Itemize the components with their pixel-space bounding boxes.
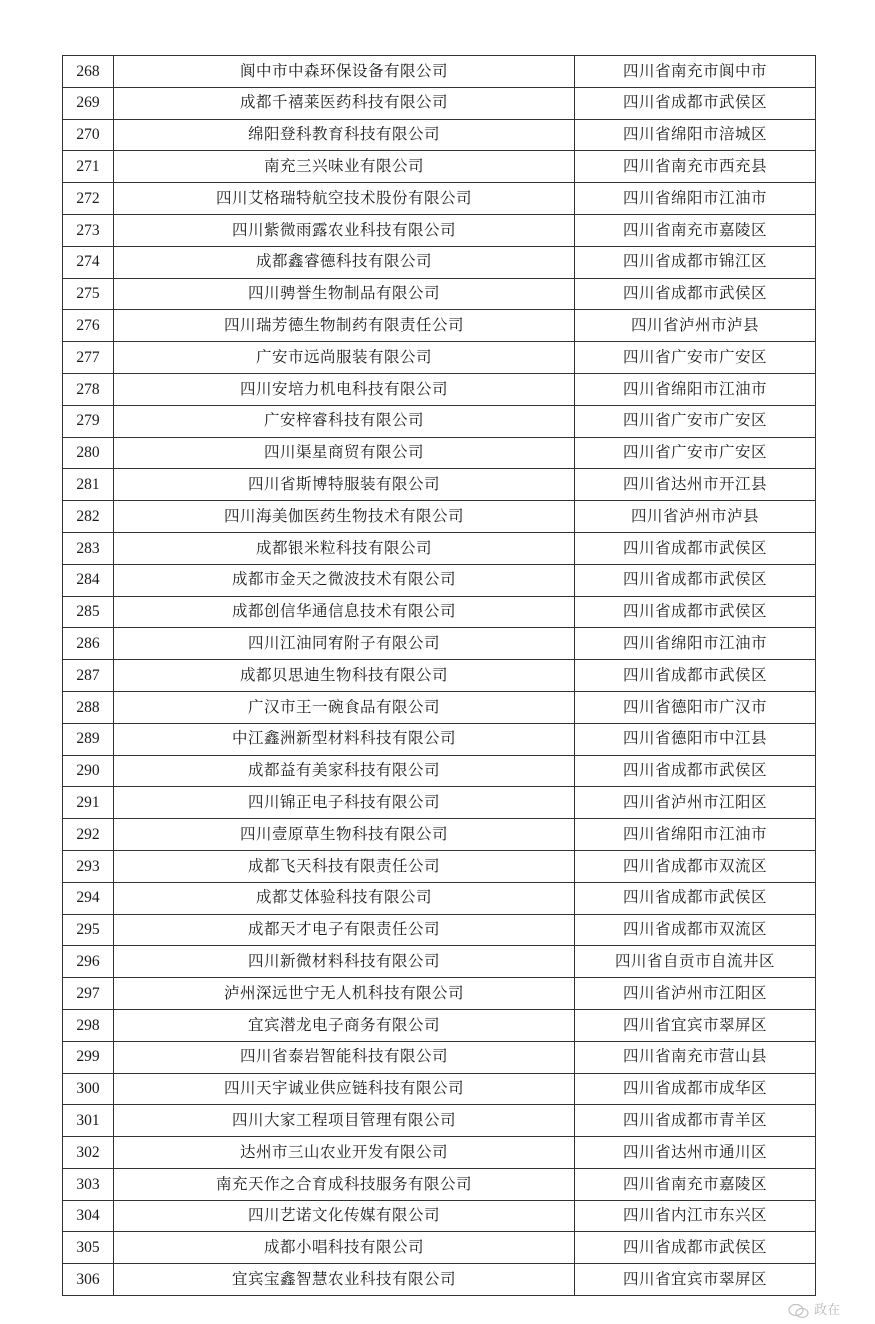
table-row bbox=[63, 342, 816, 374]
table-row bbox=[63, 1232, 816, 1264]
row-number: 306 bbox=[63, 1264, 114, 1296]
company-name: 成都银米粒科技有限公司 bbox=[114, 532, 575, 564]
company-region: 四川省广安市广安区 bbox=[575, 437, 816, 469]
company-region: 四川省泸州市泸县 bbox=[575, 310, 816, 342]
company-name: 达州市三山农业开发有限公司 bbox=[114, 1137, 575, 1169]
company-region: 四川省成都市武侯区 bbox=[575, 596, 816, 628]
row-number: 272 bbox=[63, 183, 114, 215]
table-row bbox=[63, 755, 816, 787]
row-number: 287 bbox=[63, 660, 114, 692]
company-name: 成都市金天之微波技术有限公司 bbox=[114, 564, 575, 596]
table-row bbox=[63, 691, 816, 723]
table-row bbox=[63, 882, 816, 914]
company-name: 南充三兴味业有限公司 bbox=[114, 151, 575, 183]
row-number: 300 bbox=[63, 1073, 114, 1105]
company-name: 泸州深远世宁无人机科技有限公司 bbox=[114, 978, 575, 1010]
company-region: 四川省泸州市泸县 bbox=[575, 501, 816, 533]
table-row bbox=[63, 151, 816, 183]
row-number: 279 bbox=[63, 405, 114, 437]
company-region: 四川省成都市武侯区 bbox=[575, 278, 816, 310]
company-region: 四川省南充市营山县 bbox=[575, 1041, 816, 1073]
table-row bbox=[63, 787, 816, 819]
table-row bbox=[63, 596, 816, 628]
company-name: 成都飞天科技有限责任公司 bbox=[114, 850, 575, 882]
table-row bbox=[63, 373, 816, 405]
row-number: 302 bbox=[63, 1137, 114, 1169]
company-region: 四川省南充市西充县 bbox=[575, 151, 816, 183]
company-name: 成都艾体验科技有限公司 bbox=[114, 882, 575, 914]
company-region: 四川省泸州市江阳区 bbox=[575, 978, 816, 1010]
row-number: 293 bbox=[63, 850, 114, 882]
company-region: 四川省成都市武侯区 bbox=[575, 87, 816, 119]
row-number: 284 bbox=[63, 564, 114, 596]
company-region: 四川省德阳市广汉市 bbox=[575, 691, 816, 723]
table-row bbox=[63, 532, 816, 564]
company-name: 四川瑞芳德生物制药有限责任公司 bbox=[114, 310, 575, 342]
company-region: 四川省宜宾市翠屏区 bbox=[575, 1009, 816, 1041]
company-name: 广安市远尚服装有限公司 bbox=[114, 342, 575, 374]
table-row bbox=[63, 978, 816, 1010]
company-name: 绵阳登科教育科技有限公司 bbox=[114, 119, 575, 151]
table-row bbox=[63, 183, 816, 215]
company-region: 四川省成都市双流区 bbox=[575, 850, 816, 882]
company-name: 四川艺诺文化传媒有限公司 bbox=[114, 1200, 575, 1232]
company-name: 成都鑫睿德科技有限公司 bbox=[114, 246, 575, 278]
company-name: 广汉市王一碗食品有限公司 bbox=[114, 691, 575, 723]
row-number: 278 bbox=[63, 373, 114, 405]
row-number: 280 bbox=[63, 437, 114, 469]
table-row bbox=[63, 850, 816, 882]
table-row bbox=[63, 946, 816, 978]
table-row bbox=[63, 628, 816, 660]
company-name: 成都小唱科技有限公司 bbox=[114, 1232, 575, 1264]
table-row bbox=[63, 564, 816, 596]
company-name: 四川艾格瑞特航空技术股份有限公司 bbox=[114, 183, 575, 215]
company-name: 南充天作之合育成科技服务有限公司 bbox=[114, 1168, 575, 1200]
table-row bbox=[63, 1105, 816, 1137]
company-name: 四川紫微雨露农业科技有限公司 bbox=[114, 214, 575, 246]
company-region: 四川省绵阳市江油市 bbox=[575, 183, 816, 215]
company-region: 四川省泸州市江阳区 bbox=[575, 787, 816, 819]
company-region: 四川省成都市青羊区 bbox=[575, 1105, 816, 1137]
row-number: 268 bbox=[63, 56, 114, 88]
company-region: 四川省南充市阆中市 bbox=[575, 56, 816, 88]
table-row bbox=[63, 819, 816, 851]
row-number: 274 bbox=[63, 246, 114, 278]
company-name: 成都创信华通信息技术有限公司 bbox=[114, 596, 575, 628]
row-number: 269 bbox=[63, 87, 114, 119]
company-name: 中江鑫洲新型材料科技有限公司 bbox=[114, 723, 575, 755]
company-region: 四川省达州市开江县 bbox=[575, 469, 816, 501]
table-row bbox=[63, 1200, 816, 1232]
company-region: 四川省成都市武侯区 bbox=[575, 660, 816, 692]
company-region: 四川省绵阳市江油市 bbox=[575, 628, 816, 660]
company-region: 四川省内江市东兴区 bbox=[575, 1200, 816, 1232]
table-row bbox=[63, 1009, 816, 1041]
row-number: 291 bbox=[63, 787, 114, 819]
company-name: 四川锦正电子科技有限公司 bbox=[114, 787, 575, 819]
company-region: 四川省达州市通川区 bbox=[575, 1137, 816, 1169]
row-number: 276 bbox=[63, 310, 114, 342]
company-region: 四川省成都市武侯区 bbox=[575, 564, 816, 596]
row-number: 286 bbox=[63, 628, 114, 660]
row-number: 289 bbox=[63, 723, 114, 755]
table-row bbox=[63, 119, 816, 151]
row-number: 296 bbox=[63, 946, 114, 978]
table-row bbox=[63, 914, 816, 946]
table-row bbox=[63, 723, 816, 755]
company-region: 四川省南充市嘉陵区 bbox=[575, 1168, 816, 1200]
row-number: 270 bbox=[63, 119, 114, 151]
row-number: 277 bbox=[63, 342, 114, 374]
company-region: 四川省绵阳市涪城区 bbox=[575, 119, 816, 151]
row-number: 282 bbox=[63, 501, 114, 533]
company-name: 四川安培力机电科技有限公司 bbox=[114, 373, 575, 405]
row-number: 298 bbox=[63, 1009, 114, 1041]
row-number: 275 bbox=[63, 278, 114, 310]
company-region: 四川省成都市锦江区 bbox=[575, 246, 816, 278]
row-number: 288 bbox=[63, 691, 114, 723]
company-region: 四川省绵阳市江油市 bbox=[575, 373, 816, 405]
table-row bbox=[63, 660, 816, 692]
table-row bbox=[63, 437, 816, 469]
row-number: 283 bbox=[63, 532, 114, 564]
table-row bbox=[63, 1264, 816, 1296]
company-name: 成都千禧莱医药科技有限公司 bbox=[114, 87, 575, 119]
row-number: 281 bbox=[63, 469, 114, 501]
company-name: 宜宾潜龙电子商务有限公司 bbox=[114, 1009, 575, 1041]
company-region: 四川省自贡市自流井区 bbox=[575, 946, 816, 978]
company-region: 四川省广安市广安区 bbox=[575, 342, 816, 374]
company-name: 广安梓睿科技有限公司 bbox=[114, 405, 575, 437]
company-name: 成都贝思迪生物科技有限公司 bbox=[114, 660, 575, 692]
table-row bbox=[63, 1168, 816, 1200]
row-number: 285 bbox=[63, 596, 114, 628]
watermark-text: 政在 bbox=[814, 1303, 841, 1318]
row-number: 301 bbox=[63, 1105, 114, 1137]
row-number: 295 bbox=[63, 914, 114, 946]
company-region: 四川省成都市武侯区 bbox=[575, 755, 816, 787]
row-number: 292 bbox=[63, 819, 114, 851]
table-body bbox=[63, 56, 816, 1296]
row-number: 290 bbox=[63, 755, 114, 787]
company-name: 四川壹原草生物科技有限公司 bbox=[114, 819, 575, 851]
company-name: 阆中市中森环保设备有限公司 bbox=[114, 56, 575, 88]
table-row bbox=[63, 1073, 816, 1105]
row-number: 299 bbox=[63, 1041, 114, 1073]
table-row bbox=[63, 1137, 816, 1169]
table-row bbox=[63, 87, 816, 119]
company-region: 四川省成都市武侯区 bbox=[575, 1232, 816, 1264]
row-number: 297 bbox=[63, 978, 114, 1010]
company-region: 四川省绵阳市江油市 bbox=[575, 819, 816, 851]
company-region: 四川省成都市武侯区 bbox=[575, 882, 816, 914]
company-region: 四川省南充市嘉陵区 bbox=[575, 214, 816, 246]
company-region: 四川省德阳市中江县 bbox=[575, 723, 816, 755]
table-row bbox=[63, 501, 816, 533]
table-row bbox=[63, 56, 816, 88]
company-region: 四川省成都市武侯区 bbox=[575, 532, 816, 564]
table-row bbox=[63, 278, 816, 310]
company-region: 四川省广安市广安区 bbox=[575, 405, 816, 437]
table-row bbox=[63, 405, 816, 437]
company-name: 四川渠星商贸有限公司 bbox=[114, 437, 575, 469]
company-region: 四川省成都市成华区 bbox=[575, 1073, 816, 1105]
company-name: 四川江油同宥附子有限公司 bbox=[114, 628, 575, 660]
company-name: 四川骋誉生物制品有限公司 bbox=[114, 278, 575, 310]
row-number: 294 bbox=[63, 882, 114, 914]
company-name: 宜宾宝鑫智慧农业科技有限公司 bbox=[114, 1264, 575, 1296]
company-region: 四川省宜宾市翠屏区 bbox=[575, 1264, 816, 1296]
company-name: 四川海美伽医药生物技术有限公司 bbox=[114, 501, 575, 533]
table-row bbox=[63, 469, 816, 501]
wechat-logo-icon bbox=[788, 1302, 810, 1320]
company-name: 四川省泰岩智能科技有限公司 bbox=[114, 1041, 575, 1073]
table-row bbox=[63, 214, 816, 246]
table-row bbox=[63, 246, 816, 278]
row-number: 304 bbox=[63, 1200, 114, 1232]
row-number: 271 bbox=[63, 151, 114, 183]
company-name: 成都天才电子有限责任公司 bbox=[114, 914, 575, 946]
row-number: 273 bbox=[63, 214, 114, 246]
company-name: 成都益有美家科技有限公司 bbox=[114, 755, 575, 787]
table-row bbox=[63, 1041, 816, 1073]
company-name: 四川省斯博特服装有限公司 bbox=[114, 469, 575, 501]
row-number: 303 bbox=[63, 1168, 114, 1200]
company-list-table bbox=[62, 55, 816, 1296]
company-name: 四川大家工程项目管理有限公司 bbox=[114, 1105, 575, 1137]
table-row bbox=[63, 310, 816, 342]
company-name: 四川新微材料科技有限公司 bbox=[114, 946, 575, 978]
company-region: 四川省成都市双流区 bbox=[575, 914, 816, 946]
row-number: 305 bbox=[63, 1232, 114, 1264]
company-name: 四川天宇诚业供应链科技有限公司 bbox=[114, 1073, 575, 1105]
watermark bbox=[788, 1302, 875, 1324]
